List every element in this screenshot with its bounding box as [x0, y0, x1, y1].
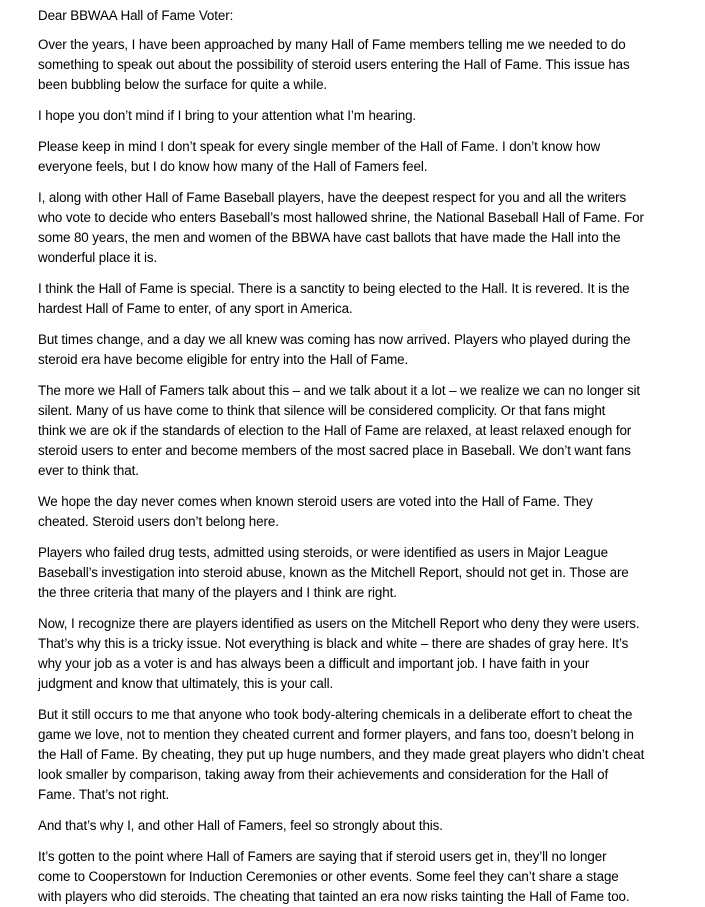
- letter-paragraph: [38, 35, 685, 95]
- letter-paragraph: [38, 330, 685, 370]
- letter-paragraph: [38, 847, 685, 907]
- letter-paragraph: [38, 106, 685, 126]
- paragraph-line: silent. Many of us have come to think that silence will be considered complicity. Or that fans might: [38, 403, 606, 418]
- paragraph-line: Players who failed drug tests, admitted using steroids, or were identified as users in Major League: [38, 545, 608, 560]
- letter-body: [38, 35, 685, 907]
- paragraph-line: I, along with other Hall of Fame Baseball players, have the deepest respect for you and all the writers: [38, 190, 627, 205]
- paragraph-line: The more we Hall of Famers talk about this – and we talk about it a lot – we realize we can no longer sit: [38, 383, 641, 398]
- paragraph-line: ever to think that.: [38, 463, 139, 478]
- paragraph-line: But times change, and a day we all knew was coming has now arrived. Players who played during the: [38, 332, 631, 347]
- letter-salutation: Dear BBWAA Hall of Fame Voter:: [38, 8, 234, 23]
- paragraph-line: wonderful place it is.: [38, 250, 158, 265]
- paragraph-line: why your job as a voter is and has always been a difficult and important job. I have faith in your: [38, 656, 590, 671]
- paragraph-line: But it still occurs to me that anyone who took body-altering chemicals in a deliberate effort to cheat the: [38, 707, 633, 722]
- paragraph-line: look smaller by comparison, taking away from their achievements and consideration for the Hall of: [38, 767, 609, 782]
- paragraph-line: Please keep in mind I don’t speak for every single member of the Hall of Fame. I don’t know how: [38, 139, 601, 154]
- paragraph-line: the Hall of Fame. By cheating, they put up huge numbers, and they made great players who didn’t cheat: [38, 747, 645, 762]
- paragraph-line: Over the years, I have been approached by many Hall of Fame members telling me we needed to do: [38, 37, 626, 52]
- paragraph-line: been bubbling below the surface for quite a while.: [38, 77, 328, 92]
- letter-paragraph: [38, 816, 685, 836]
- paragraph-line: Fame. That’s not right.: [38, 787, 170, 802]
- paragraph-line: who vote to decide who enters Baseball’s most hallowed shrine, the National Baseball Hall of Fame. For: [38, 210, 644, 225]
- letter-paragraph: [38, 614, 685, 694]
- paragraph-line: with players who did steroids. The cheating that tainted an era now risks tainting the Hall of Fame too.: [38, 889, 630, 904]
- letter-paragraph: [38, 188, 685, 268]
- paragraph-line: It’s gotten to the point where Hall of Famers are saying that if steroid users get in, they’ll no longer: [38, 849, 607, 864]
- paragraph-line: Baseball’s investigation into steroid abuse, known as the Mitchell Report, should not get in. Those are: [38, 565, 629, 580]
- paragraph-line: I think the Hall of Fame is special. There is a sanctity to being elected to the Hall. It is revered. It is the: [38, 281, 630, 296]
- paragraph-line: judgment and know that ultimately, this is your call.: [38, 676, 334, 691]
- letter-paragraph: [38, 381, 685, 481]
- paragraph-line: cheated. Steroid users don’t belong here.: [38, 514, 279, 529]
- paragraph-line: I hope you don’t mind if I bring to your attention what I’m hearing.: [38, 108, 417, 123]
- letter-paragraph: [38, 492, 685, 532]
- paragraph-line: something to speak out about the possibility of steroid users entering the Hall of Fame. This issue has: [38, 57, 630, 72]
- paragraph-line: everyone feels, but I do know how many of the Hall of Famers feel.: [38, 159, 428, 174]
- paragraph-line: Now, I recognize there are players identified as users on the Mitchell Report who deny they were users.: [38, 616, 640, 631]
- paragraph-line: some 80 years, the men and women of the BBWA have cast ballots that have made the Hall into the: [38, 230, 621, 245]
- paragraph-line: We hope the day never comes when known steroid users are voted into the Hall of Fame. They: [38, 494, 593, 509]
- paragraph-line: And that’s why I, and other Hall of Famers, feel so strongly about this.: [38, 818, 443, 833]
- paragraph-line: come to Cooperstown for Induction Ceremonies or other events. Some feel they can’t share a stage: [38, 869, 619, 884]
- paragraph-line: steroid users to enter and become members of the most sacred place in Baseball. We don’t want fans: [38, 443, 631, 458]
- letter-paragraph: [38, 705, 685, 805]
- paragraph-line: think we are ok if the standards of election to the Hall of Fame are relaxed, at least relaxed enough for: [38, 423, 632, 438]
- paragraph-line: That’s why this is a tricky issue. Not everything is black and white – there are shades of gray here. It’s: [38, 636, 629, 651]
- paragraph-line: the three criteria that many of the players and I think are right.: [38, 585, 397, 600]
- paragraph-line: steroid era have become eligible for entry into the Hall of Fame.: [38, 352, 409, 367]
- letter-paragraph: [38, 279, 685, 319]
- letter-paragraph: [38, 543, 685, 603]
- paragraph-line: hardest Hall of Fame to enter, of any sport in America.: [38, 301, 353, 316]
- letter-paragraph: [38, 137, 685, 177]
- paragraph-line: game we love, not to mention they cheated current and former players, and fans too, doesn’t belong in: [38, 727, 634, 742]
